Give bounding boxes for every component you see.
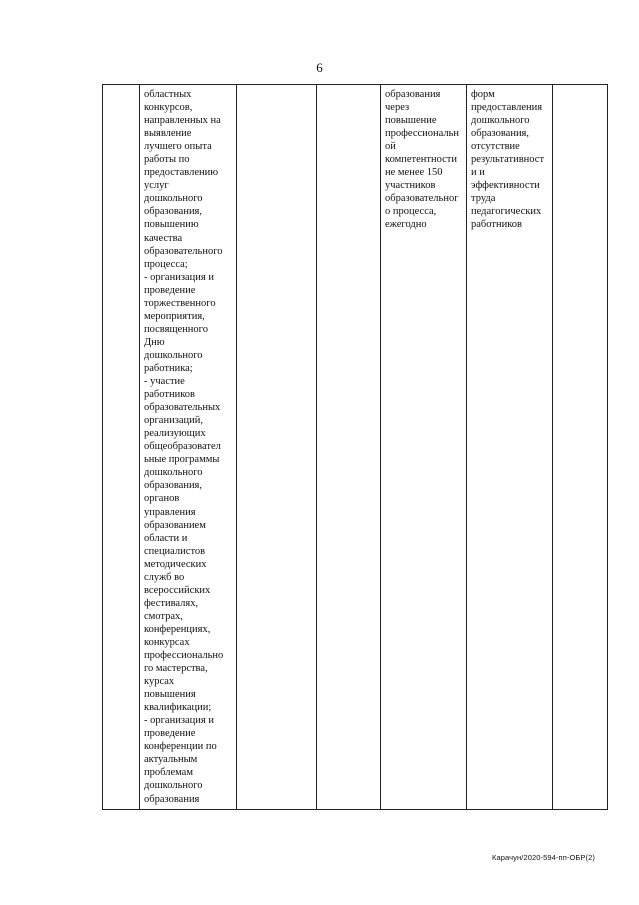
table-cell-number [103, 85, 140, 810]
table-cell-links [553, 85, 608, 810]
measures-table [102, 84, 608, 810]
table-row [103, 85, 608, 810]
table-cell-period [237, 85, 317, 810]
table-cell-expected-result: образования через повышение профессиональн ой компетентности не менее 150 участников образовательног о процесса, ежегодно [381, 85, 467, 810]
table-cell-activities: областных конкурсов, направленных на выявление лучшего опыта работы по предоставлению услуг дошкольного образования, повышению качества образовательного процесса; - организация и проведение торжественного мероприятия, посвященного Дню дошкольного работника; - участие работников образовательных организаций, реализующих общеобразовател ьные программы дошкольного образования, органов управления образованием области и специалистов методических служб во всероссийских фестивалях, смотрах, конференциях, конкурсах профессионально го мастерства, курсах повышения квалификации; - организация и проведение конференции по актуальным проблемам дошкольного образования [140, 85, 237, 810]
table-cell-consequences: форм предоставления дошкольного образования, отсутствие результативност и и эффективности труда педагогических работников [467, 85, 553, 810]
page-number: 6 [316, 60, 323, 75]
document-code: Карачун/2020-594-пп-ОБР(2) [492, 853, 595, 862]
table-cell-executor [317, 85, 381, 810]
